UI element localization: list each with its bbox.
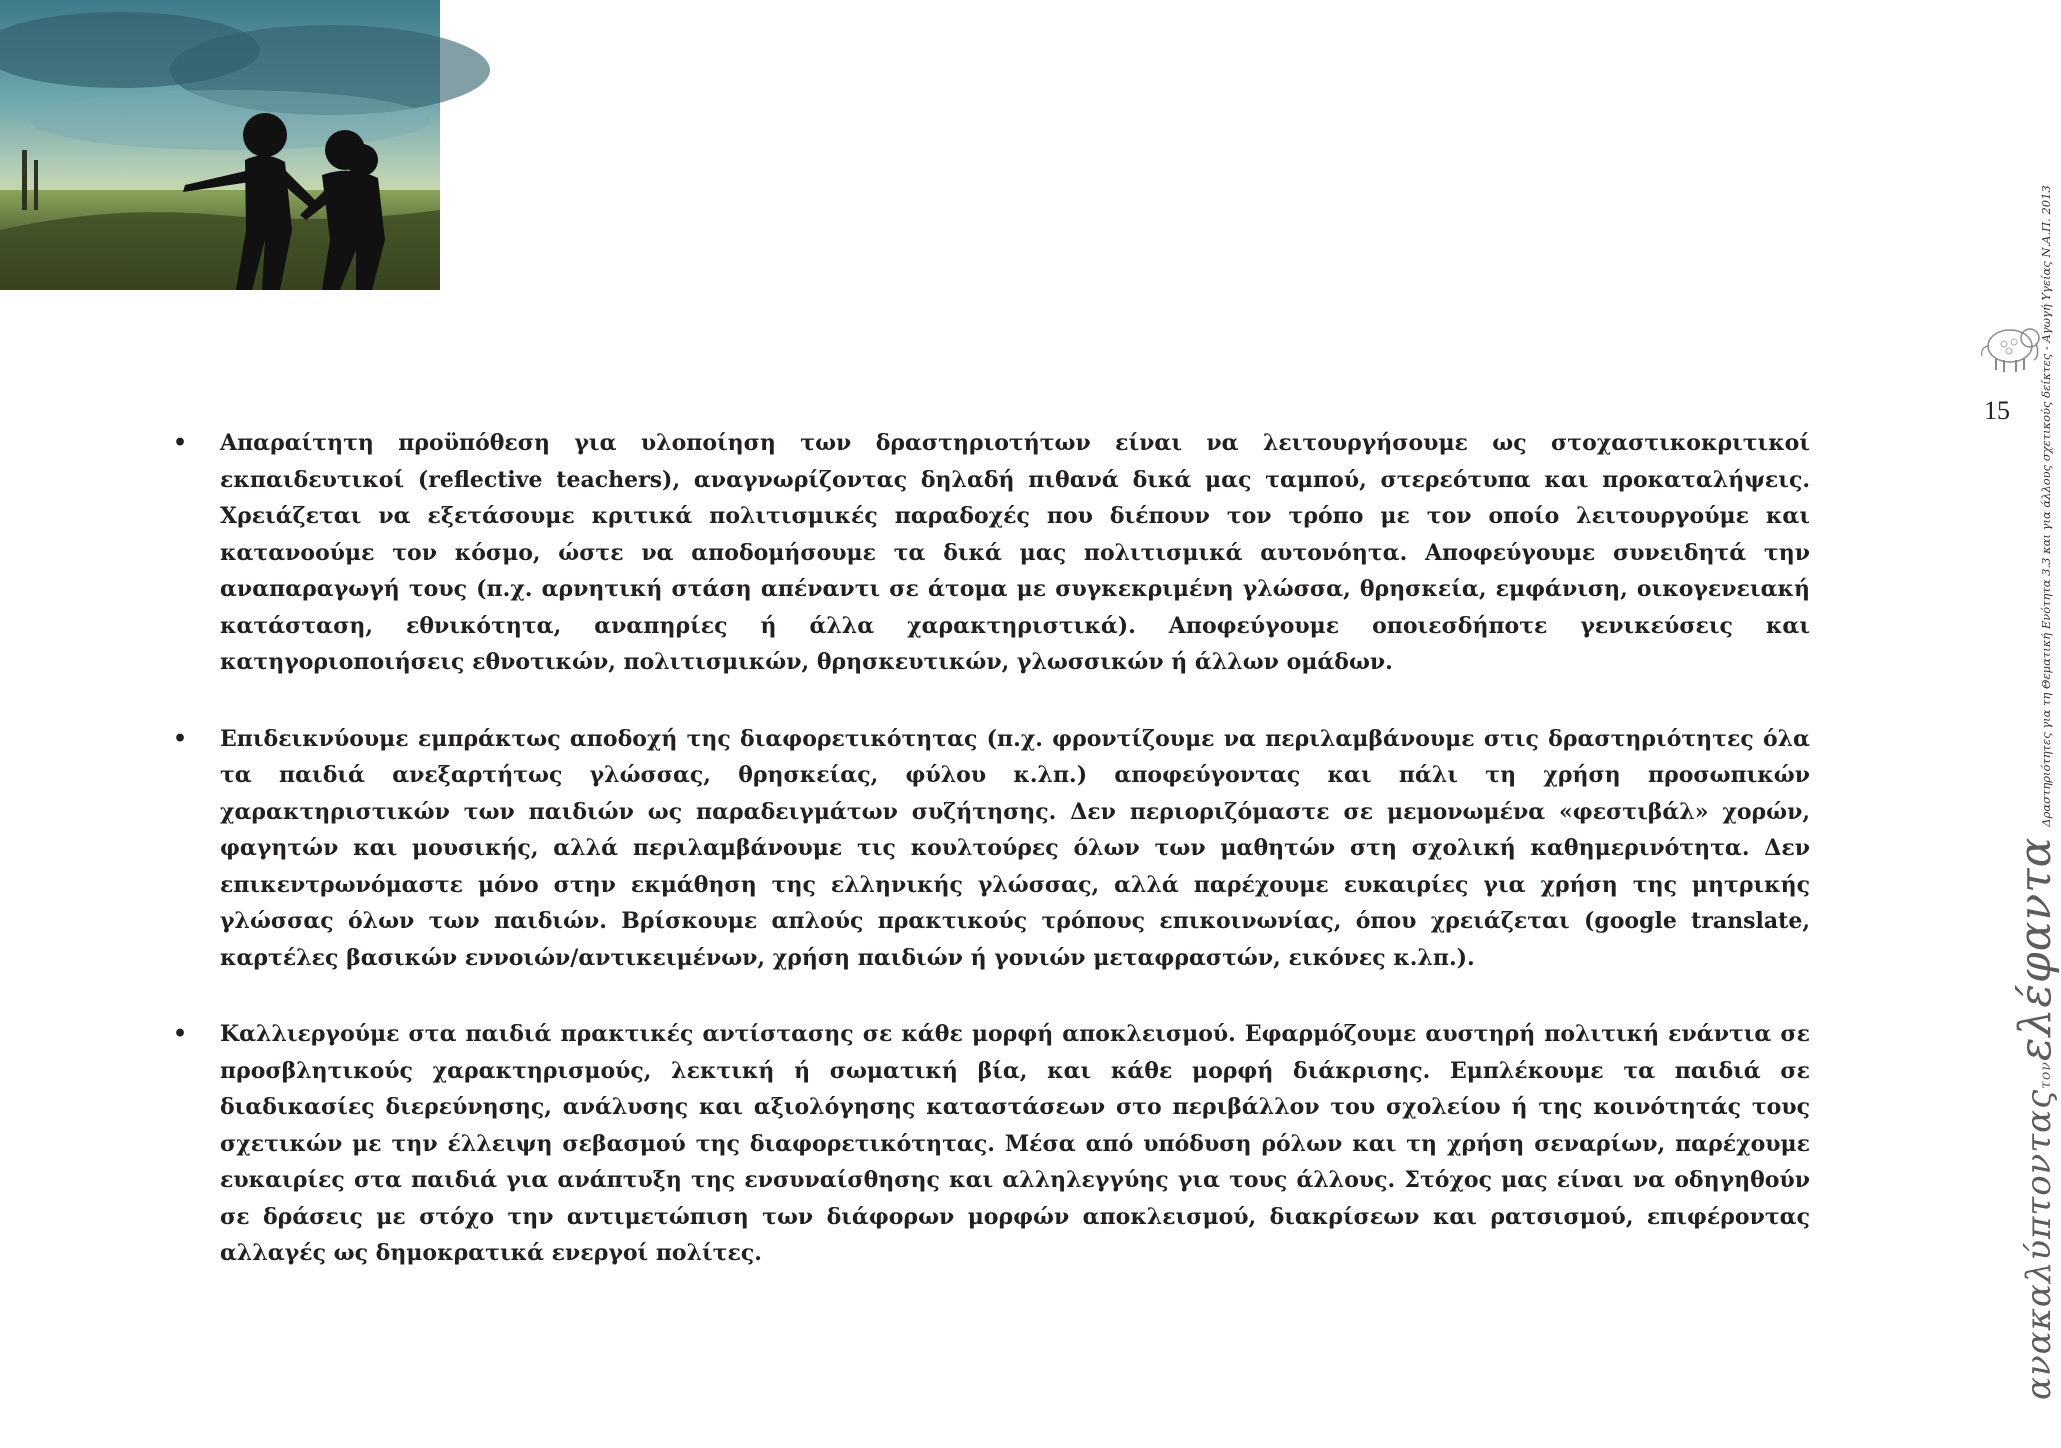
main-content [170, 425, 1810, 1312]
bullet-item [170, 1016, 1810, 1272]
bullet-text: Επιδεικνύουμε εμπράκτως αποδοχή της διαφορετικότητας (π.χ. φροντίζουμε να περιλαμβάνουμε στις δραστηριότητες όλα τα παιδιά ανεξαρτήτως γλώσσας, θρησκείας, φύλου κ.λπ.) αποφεύγοντας και πάλι τη χρήση προσωπικών χαρακτηριστικών των παιδιών ως παραδειγμάτων συζήτησης. Δεν περιοριζόμαστε σε μεμονωμένα «φεστιβάλ» χορών, φαγητών και μουσικής, αλλά περιλαμβάνουμε τις κουλτούρες όλων των μαθητών στη σχολική καθημερινότητα. Δεν επικεντρωνόμαστε μόνο στην εκμάθηση της ελληνικής γλώσσας, αλλά παρέχουμε ευκαιρίες για χρήση της μητρικής γλώσσας όλων των παιδιών. Βρίσκουμε απλούς πρακτικούς τρόπους επικοινωνίας, όπου χρειάζεται (google translate, καρτέλες βασικών εννοιών/αντικειμένων, χρήση παιδιών ή γονιών μεταφραστών, εικόνες κ.λπ.). [220, 725, 1810, 971]
side-margin [1918, 185, 2061, 1440]
bullet-text: Καλλιεργούμε στα παιδιά πρακτικές αντίστασης σε κάθε μορφή αποκλεισμού. Εφαρμόζουμε αυστηρή πολιτική ενάντια σε προσβλητικούς χαρακτηρισμούς, λεκτική ή σωματική βία, και κάθε μορφή διάκρισης. Εμπλέκουμε τα παιδιά σε διαδικασίες διερεύνησης, ανάλυσης και αξιολόγησης καταστάσεων στο περιβάλλον του σχολείου ή της κοινότητάς τους σχετικών με την έλλειψη σεβασμού της διαφορετικότητας. Μέσα από υπόδυση ρόλων και τη χρήση σεναρίων, παρέχουμε ευκαιρίες στα παιδιά για ανάπτυξη της ενσυναίσθησης και αλληλεγγύης για τους άλλους. Στόχος μας είναι να οδηγηθούν σε δράσεις με στόχο την αντιμετώπιση των διάφορων μορφών αποκλεισμού, διακρίσεων και ρατσισμού, επιφέροντας αλλαγές ως δημοκρατικά ενεργοί πολίτες. [220, 1021, 1810, 1266]
bullet-item [170, 425, 1810, 681]
vertical-footer [2010, 185, 2061, 1400]
bullet-dot: • [173, 430, 188, 456]
brand-wordmark: ανακαλύπτονταςτονελέφαντα [2010, 836, 2061, 1400]
bullet-dot: • [173, 725, 188, 752]
footer-caption: Δραστηριότητες για τη Θεματική Ενότητα 3.3 και για άλλους σχετικούς δείκτες - Αγωγή Υγείας Ν.Α.Π. 2013 [2039, 185, 2053, 827]
children-silhouette-photo [0, 0, 440, 290]
bullet-dot: • [173, 1021, 188, 1047]
bullet-item [170, 721, 1810, 977]
bullet-text: Απαραίτητη προϋπόθεση για υλοποίηση των δραστηριοτήτων είναι να λειτουργήσουμε ως στοχαστικοκριτικοί εκπαιδευτικοί (reflective teachers), αναγνωρίζοντας δηλαδή πιθανά δικά μας ταμπού, στερεότυπα και προκαταλήψεις. Χρειάζεται να εξετάσουμε κριτικά πολιτισμικές παραδοχές που διέπουν τον τρόπο με τον οποίο λειτουργούμε και κατανοούμε τον κόσμο, ώστε να αποδομήσουμε τα δικά μας πολιτισμικά αυτονόητα. Αποφεύγουμε συνειδητά την αναπαραγωγή τους (π.χ. αρνητική στάση απέναντι σε άτομα με συγκεκριμένη γλώσσα, θρησκεία, εμφάνιση, οικογενειακή κατάσταση, εθνικότητα, αναπηρίες ή άλλα χαρακτηριστικά). Αποφεύγουμε οποιεσδήποτε γενικεύσεις και κατηγοριοποιήσεις εθνοτικών, πολιτισμικών, θρησκευτικών, γλωσσικών ή άλλων ομάδων. [220, 430, 1810, 675]
page-number: 15 [1984, 396, 2010, 425]
